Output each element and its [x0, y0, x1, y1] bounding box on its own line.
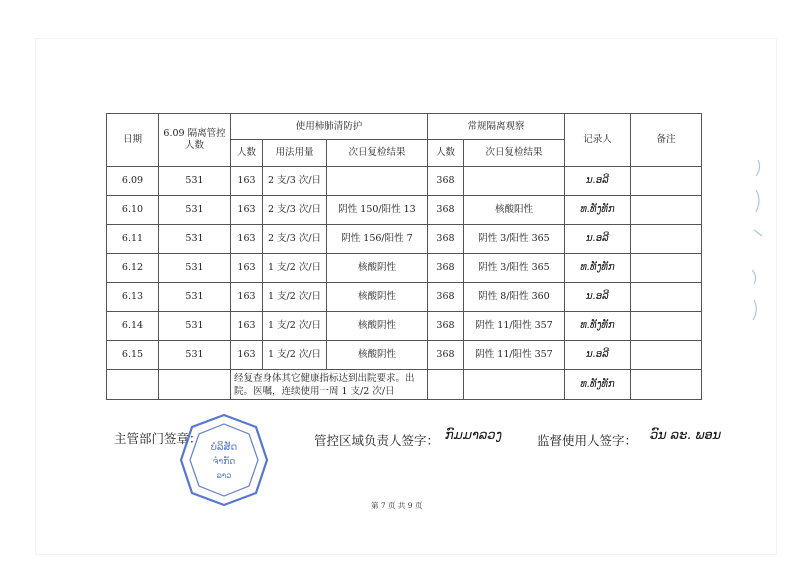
- note-row: [107, 370, 702, 400]
- cell-a-count: 163: [231, 341, 263, 370]
- cell-remark: [631, 341, 702, 370]
- table-row: [107, 254, 702, 283]
- cell-b-result: 阴性 3/阳性 365: [464, 225, 565, 254]
- cell-a-dosage: 1 支/2 次/日: [263, 312, 327, 341]
- header-group-b: 常规隔离观察: [428, 114, 565, 140]
- cell-b-result: [464, 167, 565, 196]
- cell-a-result: 核酸阴性: [327, 341, 428, 370]
- empty-cell: [631, 370, 702, 400]
- empty-cell: [428, 370, 464, 400]
- cell-remark: [631, 196, 702, 225]
- dept-stamp-label: 主管部门签章：: [114, 431, 202, 446]
- cell-a-count: 163: [231, 312, 263, 341]
- header-a-dosage: 用法用量: [263, 140, 327, 167]
- cell-a-result: 核酸阴性: [327, 254, 428, 283]
- cell-b-count: 368: [428, 167, 464, 196]
- table-row: [107, 341, 702, 370]
- cell-a-result: 核酸阴性: [327, 283, 428, 312]
- cell-date: 6.14: [107, 312, 159, 341]
- empty-cell: [107, 370, 159, 400]
- cell-a-count: 163: [231, 283, 263, 312]
- supervisor-signature: ວົນ ລະ. ພອນ: [650, 428, 722, 443]
- header-recorder: 记录人: [565, 114, 631, 167]
- empty-cell: [464, 370, 565, 400]
- cell-date: 6.15: [107, 341, 159, 370]
- header-remark: 备注: [631, 114, 702, 167]
- page-number: 第 7 页 共 9 页: [371, 501, 423, 510]
- cell-recorder: ນ.ອລີ: [565, 167, 631, 196]
- cell-b-result: 阴性 3/阳性 365: [464, 254, 565, 283]
- table-row: [107, 167, 702, 196]
- margin-marks: [738, 150, 768, 350]
- cell-controlled: 531: [159, 341, 231, 370]
- cell-b-count: 368: [428, 312, 464, 341]
- note-recorder-signature: ທ.ທັງທັກ: [565, 370, 631, 400]
- cell-remark: [631, 167, 702, 196]
- svg-text:ຈໍາກັດ: ຈໍາກັດ: [212, 457, 236, 467]
- cell-a-result: 阴性 150/阳性 13: [327, 196, 428, 225]
- cell-controlled: 531: [159, 167, 231, 196]
- cell-remark: [631, 254, 702, 283]
- header-date: 日期: [107, 114, 159, 167]
- cell-a-count: 163: [231, 254, 263, 283]
- cell-a-dosage: 2 支/3 次/日: [263, 196, 327, 225]
- cell-recorder: ນ.ອລີ: [565, 283, 631, 312]
- cell-a-count: 163: [231, 225, 263, 254]
- cell-a-dosage: 1 支/2 次/日: [263, 283, 327, 312]
- cell-b-count: 368: [428, 341, 464, 370]
- cell-remark: [631, 283, 702, 312]
- cell-controlled: 531: [159, 196, 231, 225]
- cell-a-result: 阴性 156/阳性 7: [327, 225, 428, 254]
- cell-b-result: 阴性 11/阳性 357: [464, 341, 565, 370]
- cell-a-dosage: 1 支/2 次/日: [263, 254, 327, 283]
- table-row: [107, 312, 702, 341]
- cell-controlled: 531: [159, 254, 231, 283]
- cell-a-result: 核酸阴性: [327, 312, 428, 341]
- cell-controlled: 531: [159, 283, 231, 312]
- cell-date: 6.13: [107, 283, 159, 312]
- area-head-signature: ກົມມາລວງ: [445, 428, 502, 443]
- cell-controlled: 531: [159, 312, 231, 341]
- cell-recorder: ນ.ອລີ: [565, 341, 631, 370]
- cell-recorder: ນ.ອລີ: [565, 225, 631, 254]
- cell-a-dosage: 1 支/2 次/日: [263, 341, 327, 370]
- discharge-note: 经复查身体其它健康指标达到出院要求。出院。医嘱，连续使用一周 1 支/2 次/日: [231, 370, 428, 400]
- cell-a-dosage: 2 支/3 次/日: [263, 167, 327, 196]
- cell-date: 6.11: [107, 225, 159, 254]
- table-row: [107, 196, 702, 225]
- table-row: [107, 225, 702, 254]
- cell-date: 6.09: [107, 167, 159, 196]
- header-b-result: 次日复检结果: [464, 140, 565, 167]
- cell-a-result: [327, 167, 428, 196]
- cell-b-count: 368: [428, 283, 464, 312]
- cell-recorder: ທ.ທັງທັກ: [565, 312, 631, 341]
- cell-date: 6.10: [107, 196, 159, 225]
- header-controlled: 6.09 隔离管控人数: [159, 114, 231, 167]
- cell-controlled: 531: [159, 225, 231, 254]
- cell-b-count: 368: [428, 225, 464, 254]
- cell-b-count: 368: [428, 196, 464, 225]
- cell-b-result: 阴性 11/阳性 357: [464, 312, 565, 341]
- header-b-count: 人数: [428, 140, 464, 167]
- svg-text:ບໍລິສັດ: ບໍລິສັດ: [210, 442, 238, 453]
- cell-a-count: 163: [231, 167, 263, 196]
- department-stamp: [178, 412, 270, 508]
- cell-a-dosage: 2 支/3 次/日: [263, 225, 327, 254]
- cell-remark: [631, 225, 702, 254]
- cell-b-result: 阴性 8/阳性 360: [464, 283, 565, 312]
- cell-recorder: ທ.ທັງທັກ: [565, 254, 631, 283]
- cell-date: 6.12: [107, 254, 159, 283]
- quarantine-log-table: [106, 113, 702, 400]
- cell-a-count: 163: [231, 196, 263, 225]
- header-a-result: 次日复检结果: [327, 140, 428, 167]
- header-group-a: 使用柿肺清防护: [231, 114, 428, 140]
- svg-text:ລາວ: ລາວ: [216, 471, 232, 480]
- cell-b-count: 368: [428, 254, 464, 283]
- cell-b-result: 核酸阳性: [464, 196, 565, 225]
- empty-cell: [159, 370, 231, 400]
- area-head-label: 管控区域负责人签字：: [314, 433, 440, 448]
- table-row: [107, 283, 702, 312]
- cell-remark: [631, 312, 702, 341]
- supervisor-label: 监督使用人签字：: [537, 433, 638, 448]
- cell-recorder: ທ.ທັງທັກ: [565, 196, 631, 225]
- header-a-count: 人数: [231, 140, 263, 167]
